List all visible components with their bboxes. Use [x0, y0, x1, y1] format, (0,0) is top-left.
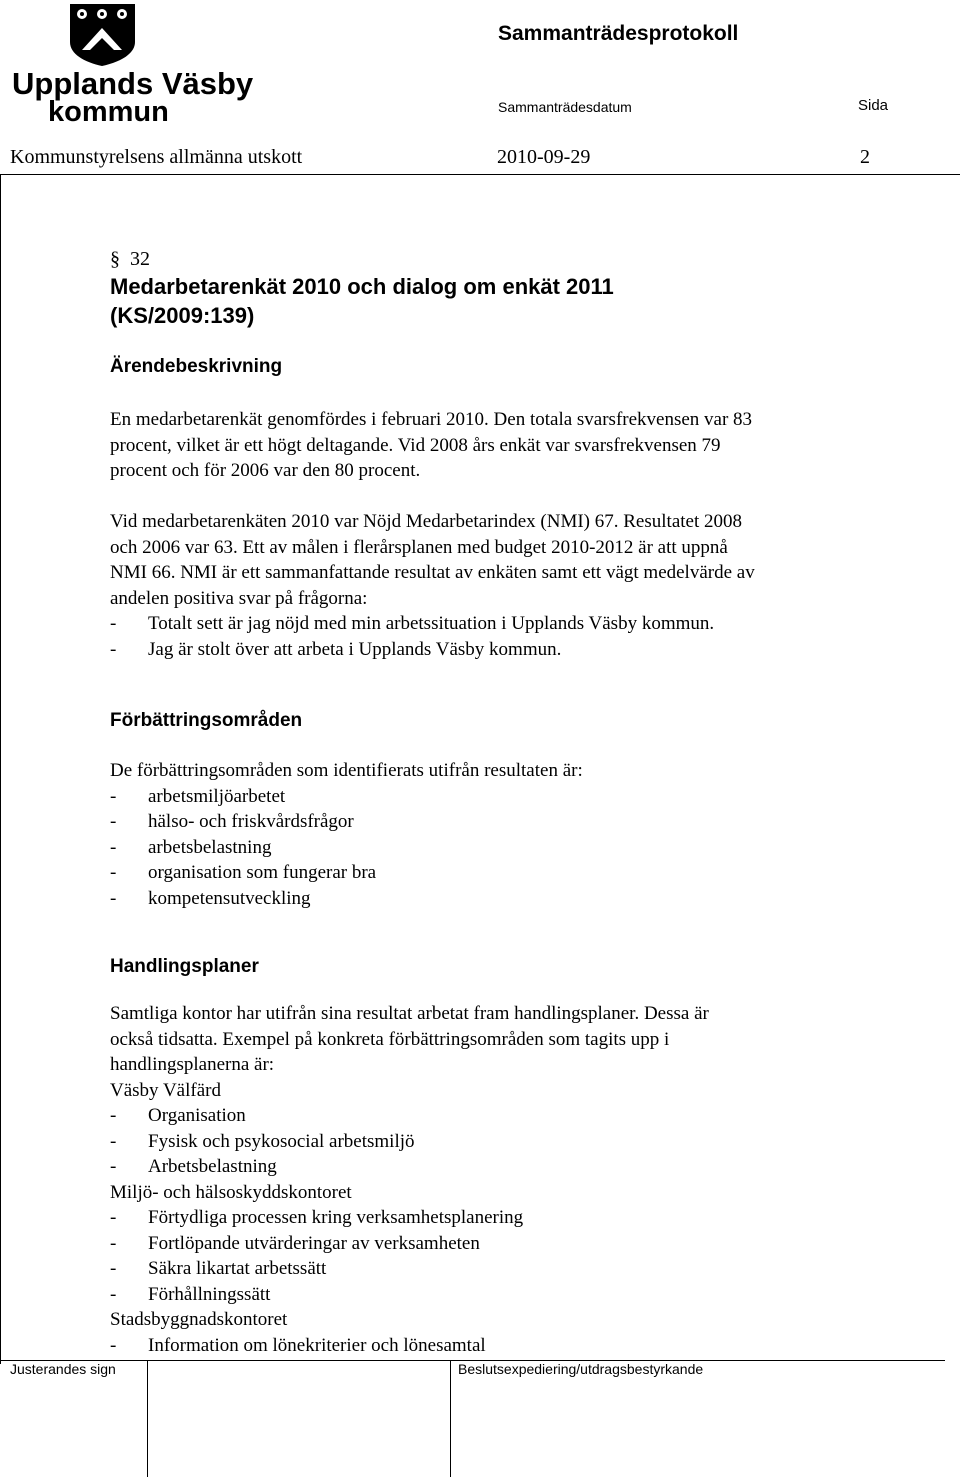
list-item-text: Förhållningssätt — [148, 1283, 271, 1305]
bullet-dash: - — [110, 1232, 117, 1254]
description-paragraph-1 — [110, 407, 870, 484]
list-item — [110, 860, 870, 886]
meeting-date-label: Sammanträdesdatum — [498, 99, 632, 115]
list-item-text: Organisation — [148, 1105, 246, 1126]
list-item-text: Säkra likartat arbetssätt — [148, 1258, 327, 1279]
bullet-dash: - — [110, 1207, 117, 1228]
bullet-dash: - — [110, 887, 117, 909]
paragraph-line: Vid medarbetarenkäten 2010 var Nöjd Medarbetarindex (NMI) 67. Resultatet 2008 — [110, 511, 742, 532]
list-item-text: Fortlöpande utvärderingar av verksamheten — [148, 1232, 480, 1254]
paragraph-line: procent, vilket är ett högt deltagande. Vid 2008 års enkät var svarsfrekvensen 79 — [110, 434, 721, 456]
bullet-dash: - — [110, 1258, 117, 1279]
section-sign: § — [110, 248, 120, 270]
committee-name: Kommunstyrelsens allmänna utskott — [10, 146, 303, 168]
bullet-dash: - — [110, 1130, 117, 1152]
list-item-text: Arbetsbelastning — [148, 1156, 277, 1177]
list-item-text: Information om lönekriterier och lönesamtal — [148, 1334, 486, 1356]
logo-text-upplands: Upplands Väsby — [12, 66, 254, 101]
left-margin-rule — [0, 174, 1, 1364]
list-item-text: arbetsmiljöarbetet — [148, 785, 286, 807]
list-item — [110, 1103, 870, 1129]
document-type-title: Sammanträdesprotokoll — [498, 22, 739, 45]
heading-improvements: Förbättringsområden — [110, 710, 303, 731]
section-number — [110, 248, 150, 271]
bullet-dash: - — [110, 862, 117, 883]
list-item-text: arbetsbelastning — [148, 836, 272, 858]
list-item — [110, 886, 870, 912]
heading-action-plans: Handlingsplaner — [110, 956, 259, 977]
bullet-dash: - — [110, 1156, 117, 1177]
paragraph-line: En medarbetarenkät genomfördes i februari 2010. Den totala svarsfrekvensen var 83 — [110, 409, 753, 430]
paragraph-line: andelen positiva svar på frågorna: — [110, 587, 368, 609]
paragraph-line: NMI 66. NMI är ett sammanfattande resultat av enkäten samt ett vägt medelvärde av — [110, 562, 755, 583]
bullet-dash: - — [110, 1334, 117, 1356]
bullet-dash: - — [110, 785, 117, 807]
paragraph-line: procent och för 2006 var den 80 procent. — [110, 460, 421, 481]
bullet-dash: - — [110, 836, 117, 858]
list-item-text: kompetensutveckling — [148, 887, 311, 909]
bullet-dash: - — [110, 1283, 117, 1305]
section-number-value: 32 — [130, 248, 150, 270]
list-item — [110, 784, 870, 810]
list-item — [110, 637, 870, 663]
paragraph-line: och 2006 var 63. Ett av målen i flerårsplanen med budget 2010-2012 är att uppnå — [110, 536, 728, 558]
list-item — [110, 1205, 870, 1231]
action-plans-list — [110, 1001, 870, 1358]
section-title — [110, 272, 910, 330]
group-name: Väsby Välfärd — [110, 1079, 221, 1101]
list-item — [110, 1154, 870, 1180]
list-item — [110, 1129, 870, 1155]
meeting-date: 2010-09-29 — [497, 146, 591, 168]
list-item — [110, 809, 870, 835]
list-item — [110, 1231, 870, 1257]
bullet-dash: - — [110, 811, 117, 832]
list-item — [110, 835, 870, 861]
description-paragraph-2 — [110, 509, 870, 662]
bullet-dash: - — [110, 638, 117, 660]
section-title-line: (KS/2009:139) — [110, 303, 255, 328]
list-item-text: Fysisk och psykosocial arbetsmiljö — [148, 1130, 415, 1152]
improvements-intro: De förbättringsområden som identifierats utifrån resultaten är: — [110, 760, 583, 781]
list-item-text: Jag är stolt över att arbeta i Upplands Väsby kommun. — [148, 638, 562, 660]
paragraph-line: Samtliga kontor har utifrån sina resultat arbetat fram handlingsplaner. Dessa är — [110, 1003, 709, 1024]
paragraph-line: också tidsatta. Exempel på konkreta förbättringsområden som tagits upp i — [110, 1028, 670, 1050]
section-title-line: Medarbetarenkät 2010 och dialog om enkät 2011 — [110, 274, 614, 299]
footer-sign-label: Justerandes sign — [10, 1361, 116, 1377]
page-number: 2 — [860, 146, 870, 168]
heading-description: Ärendebeskrivning — [110, 356, 283, 377]
bullet-dash: - — [110, 1105, 117, 1126]
bullet-dash: - — [110, 613, 117, 634]
list-item — [110, 1333, 870, 1359]
page-label: Sida — [858, 97, 889, 114]
list-item-text: Totalt sett är jag nöjd med min arbetssituation i Upplands Väsby kommun. — [148, 613, 715, 634]
footer-dispatch-label: Beslutsexpediering/utdragsbestyrkande — [458, 1361, 704, 1377]
group-name: Stadsbyggnadskontoret — [110, 1309, 288, 1330]
logo-text-kommun: kommun — [48, 96, 169, 128]
list-item-text: organisation som fungerar bra — [148, 862, 377, 883]
paragraph-line: handlingsplanerna är: — [110, 1054, 275, 1075]
list-item — [110, 1256, 870, 1282]
group-name: Miljö- och hälsoskyddskontoret — [110, 1181, 352, 1203]
list-item — [110, 1282, 870, 1308]
footer-column-divider — [147, 1360, 148, 1477]
list-item-text: Förtydliga processen kring verksamhetsplanering — [148, 1207, 524, 1228]
improvements-list — [110, 758, 870, 911]
list-item-text: hälso- och friskvårdsfrågor — [148, 811, 354, 832]
list-item — [110, 611, 870, 637]
footer-column-divider — [450, 1360, 451, 1477]
municipality-logo — [10, 2, 254, 128]
header-divider — [0, 174, 960, 175]
